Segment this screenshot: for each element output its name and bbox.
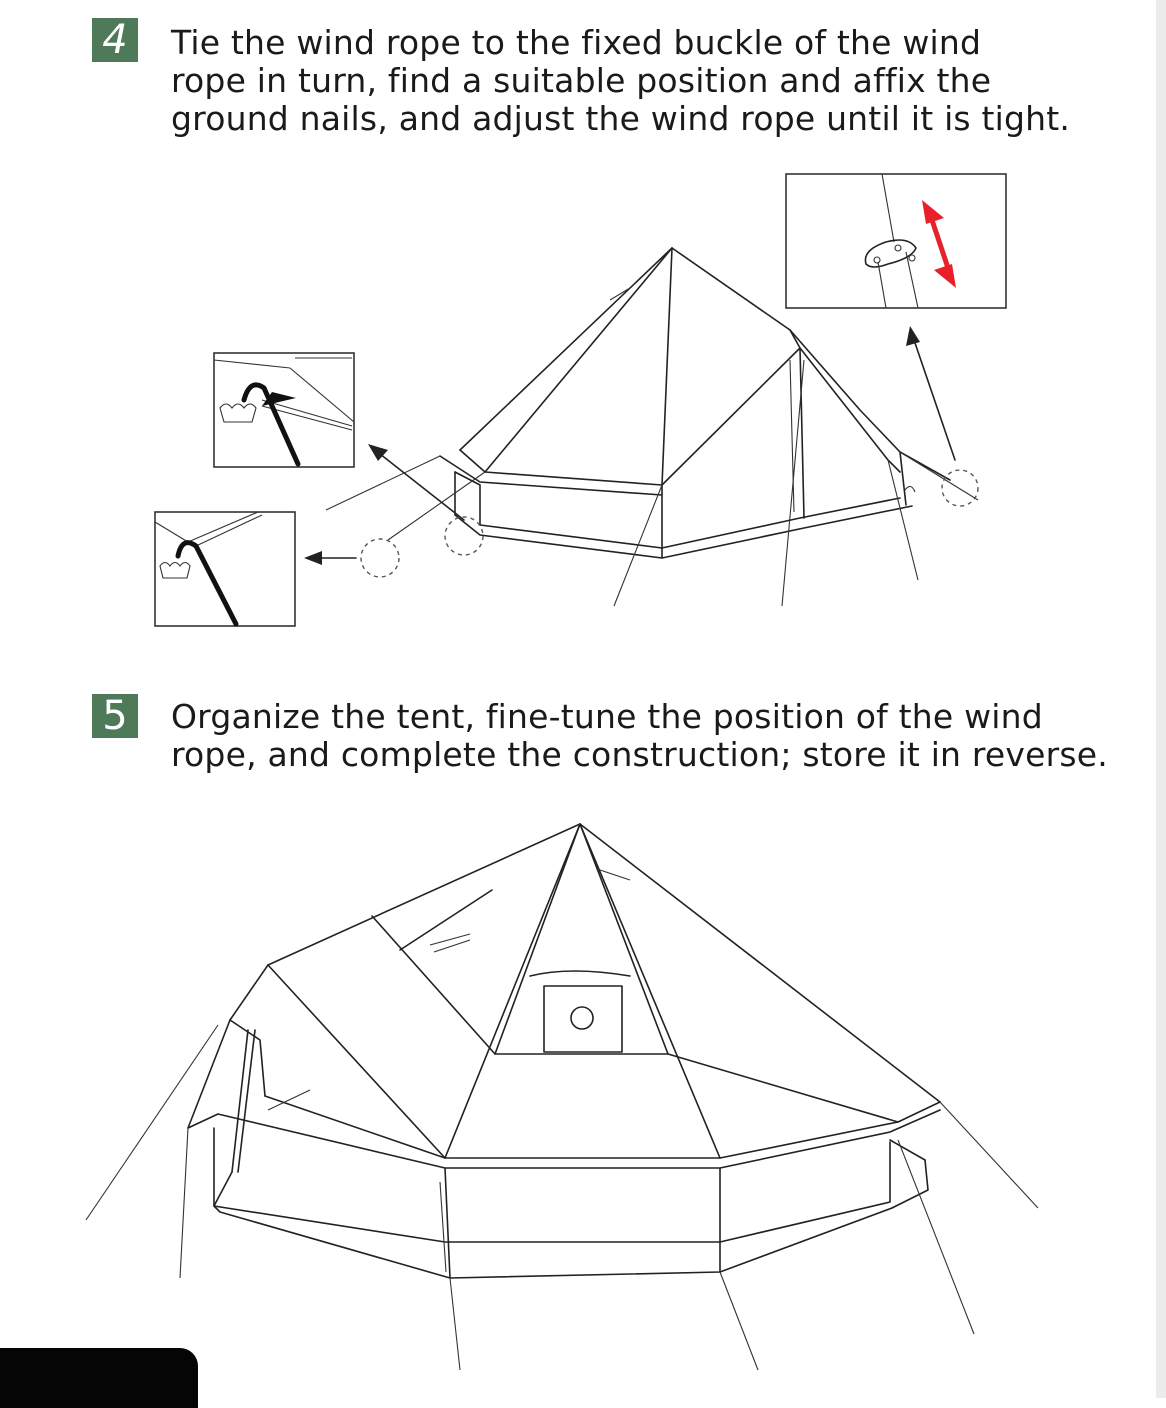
rope-tensioner-inset <box>786 174 1006 308</box>
step-4-instruction <box>171 24 1131 138</box>
step-5-line-1: Organize the tent, fine-tune the position of the wind <box>171 697 1043 736</box>
peg-detail-inset-upper <box>214 353 354 467</box>
pointer-arrows <box>304 326 955 565</box>
peg-point-marker-1 <box>361 539 399 577</box>
step-4-line-3: ground nails, and adjust the wind rope until it is tight. <box>171 99 1071 138</box>
peg-point-marker-3 <box>942 470 978 506</box>
bottom-overlay-tab[interactable] <box>0 1348 198 1408</box>
peg-detail-inset-lower <box>155 512 295 626</box>
step-5-illustration <box>0 810 1100 1390</box>
step-4-line-1: Tie the wind rope to the fixed buckle of the wind <box>171 23 982 62</box>
step-4-badge: 4 <box>92 18 138 62</box>
step-5-badge: 5 <box>92 694 138 738</box>
step-4-line-2: rope in turn, find a suitable position and affix the <box>171 61 992 100</box>
page-edge-strip <box>1156 0 1166 1398</box>
step-4-illustration <box>0 160 1100 660</box>
assembled-bell-tent <box>86 824 1038 1370</box>
step-5-instruction <box>171 698 1131 774</box>
step-5-line-2: rope, and complete the construction; store it in reverse. <box>171 735 1108 774</box>
